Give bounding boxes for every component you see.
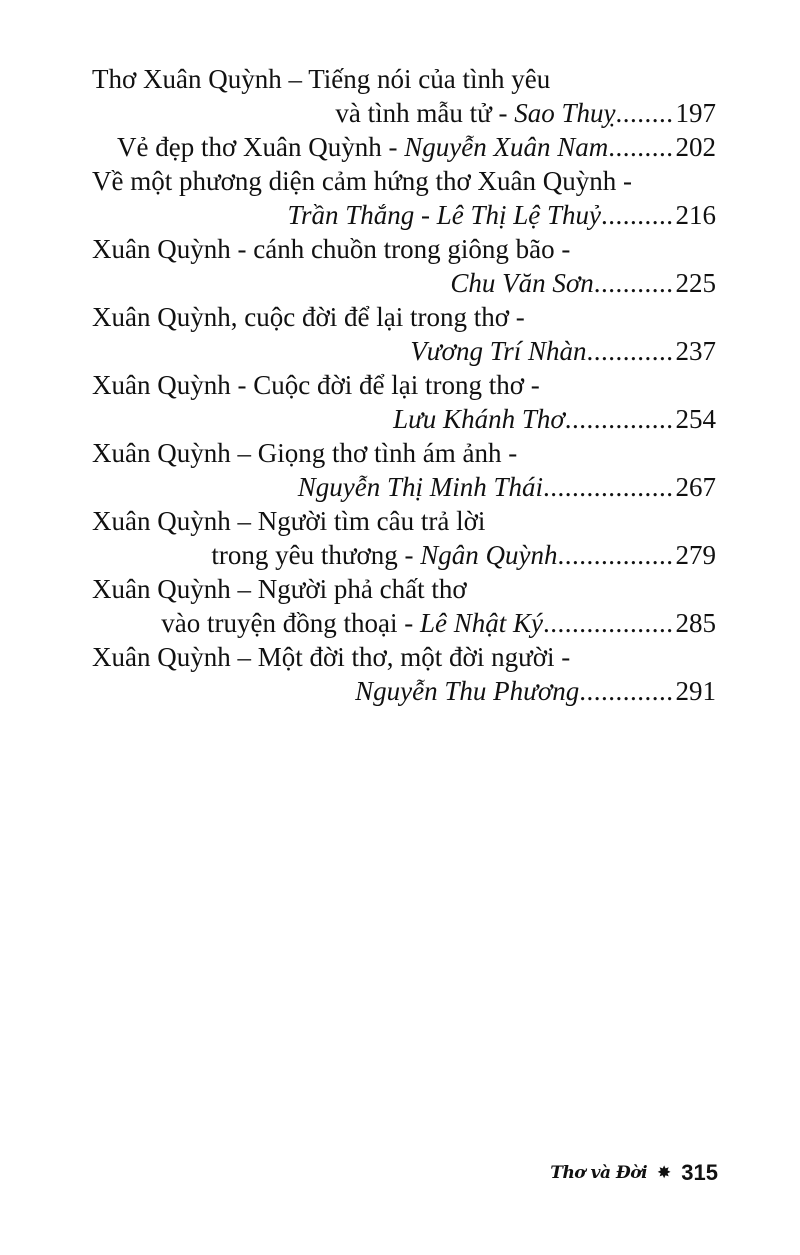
toc-entry-author-line: [92, 470, 716, 504]
series-title: Thơ và Đời: [550, 1163, 648, 1183]
page-footer: [540, 1155, 718, 1191]
toc-entry-author-line: [92, 334, 716, 368]
toc-entry-title-continuation: Vẻ đẹp thơ Xuân Quỳnh -: [117, 132, 405, 162]
toc-entry: [92, 436, 716, 504]
toc-entry-page-number: 279: [675, 540, 716, 570]
toc-entry-author-line: [92, 96, 716, 130]
toc-entry-title: Thơ Xuân Quỳnh – Tiếng nói của tình yêu: [92, 64, 551, 94]
toc-entry-title: Xuân Quỳnh – Một đời thơ, một đời người -: [92, 642, 571, 672]
toc-entry: [92, 232, 716, 300]
toc-entry-page-number: 225: [675, 268, 716, 298]
toc-entry-author: Sao Thuỵ: [514, 98, 616, 128]
toc-entry-author: Trần Thắng - Lê Thị Lệ Thuỷ: [287, 200, 601, 230]
toc-entry: [92, 62, 716, 130]
toc-entry-page-number: 254: [675, 404, 716, 434]
toc-entry-author: Nguyễn Thị Minh Thái: [297, 472, 543, 502]
toc-entry-author: Nguyễn Thu Phương: [355, 676, 580, 706]
toc-entry-page-number: 291: [675, 676, 716, 706]
toc-entry: [92, 130, 716, 164]
toc-entry-title: Xuân Quỳnh – Giọng thơ tình ám ảnh -: [92, 438, 518, 468]
dot-leader: ..................: [543, 472, 674, 502]
star-ornament-icon: ✸: [657, 1163, 672, 1183]
toc-entry-title: Xuân Quỳnh - cánh chuồn trong giông bão -: [92, 234, 571, 264]
toc-entry-author: Lưu Khánh Thơ: [393, 404, 565, 434]
page-number: 315: [681, 1160, 718, 1185]
toc-entry-page-number: 267: [675, 472, 716, 502]
toc-entry-author-line: [92, 674, 716, 708]
toc-entry-author: Chu Văn Sơn: [450, 268, 594, 298]
toc-entry-title: Xuân Quỳnh - Cuộc đời để lại trong thơ -: [92, 370, 540, 400]
toc-entry-title: Xuân Quỳnh, cuộc đời để lại trong thơ -: [92, 302, 525, 332]
dot-leader: .............: [579, 676, 674, 706]
toc-entry-title-continuation: trong yêu thương -: [211, 540, 421, 570]
toc-entry-author: Lê Nhật Ký: [419, 608, 543, 638]
toc-entry-author-line: [92, 402, 716, 436]
toc-entry-page-number: 197: [675, 98, 716, 128]
toc-entry-author-line: [92, 606, 716, 640]
toc-entry-title: Về một phương diện cảm hứng thơ Xuân Quỳnh -: [92, 166, 632, 196]
toc-entry: [92, 640, 716, 708]
toc-entry-author: Ngân Quỳnh: [420, 540, 558, 570]
dot-leader: ................: [557, 540, 674, 570]
toc-entry: [92, 368, 716, 436]
toc-entry-page-number: 202: [675, 132, 716, 162]
toc-entry-author-line: [92, 198, 716, 232]
toc-entry-author: Vương Trí Nhàn: [410, 336, 587, 366]
toc-entry: [92, 300, 716, 368]
dot-leader: ...............: [564, 404, 674, 434]
toc-entry-page-number: 237: [675, 336, 716, 366]
dot-leader: .........: [608, 132, 674, 162]
toc-entry-author: Nguyễn Xuân Nam: [404, 132, 609, 162]
dot-leader: ..........: [601, 200, 674, 230]
toc-entry-title-continuation: và tình mẫu tử -: [335, 98, 515, 128]
toc-entry: [92, 572, 716, 640]
toc-entry-page-number: 216: [675, 200, 716, 230]
toc-entry-author-line: [92, 130, 716, 164]
toc-entry-title-continuation: vào truyện đồng thoại -: [161, 608, 420, 638]
toc-entry: [92, 504, 716, 572]
toc-entry-author-line: [92, 266, 716, 300]
toc-entry-title: Xuân Quỳnh – Người tìm câu trả lời: [92, 506, 486, 536]
dot-leader: ............: [586, 336, 674, 366]
dot-leader: ..................: [543, 608, 674, 638]
dot-leader: ...........: [593, 268, 674, 298]
toc-entry-author-line: [92, 538, 716, 572]
toc-entry-page-number: 285: [675, 608, 716, 638]
toc-entry-title: Xuân Quỳnh – Người phả chất thơ: [92, 574, 467, 604]
table-of-contents: [92, 62, 716, 708]
toc-entry: [92, 164, 716, 232]
dot-leader: ........: [615, 98, 674, 128]
